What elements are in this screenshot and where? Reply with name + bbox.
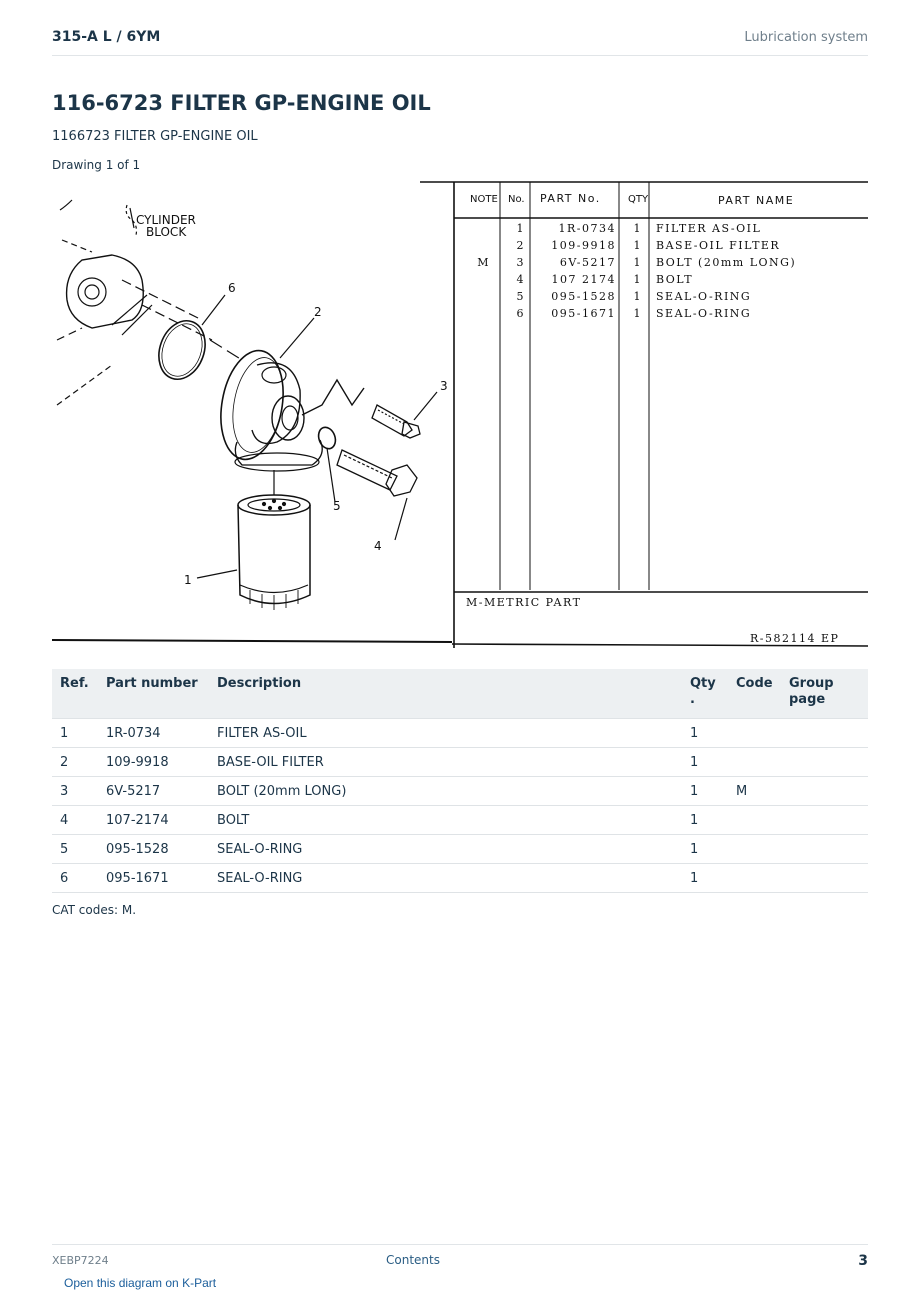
- cell-group-page: [781, 806, 868, 835]
- drawing-row-qty: 1: [633, 307, 642, 320]
- callout-1: 1: [184, 573, 192, 587]
- drawing-count: Drawing 1 of 1: [52, 158, 141, 172]
- drawing-row-name: SEAL-O-RING: [656, 307, 752, 320]
- drawing-row-qty: 1: [633, 239, 642, 252]
- cell-qty: 1: [682, 748, 728, 777]
- th-no: No.: [508, 194, 525, 205]
- cell-qty: 1: [682, 835, 728, 864]
- drawing-row-part: 107 2174: [551, 273, 616, 286]
- table-row: [52, 835, 868, 864]
- callout-5: 5: [333, 499, 341, 513]
- cell-qty: 1: [682, 806, 728, 835]
- drawing-row-part: 095-1671: [551, 307, 616, 320]
- col-qty-label: Qty .: [690, 676, 716, 707]
- cell-description: BOLT (20mm LONG): [209, 777, 682, 806]
- col-description: Description: [209, 669, 682, 719]
- cell-description: BOLT: [209, 806, 682, 835]
- cell-ref: 5: [52, 835, 98, 864]
- cat-codes: CAT codes: M.: [52, 903, 137, 917]
- parts-table-body: [52, 719, 868, 893]
- table-row: [52, 777, 868, 806]
- seal-5: [316, 425, 339, 451]
- th-part-name: PART NAME: [718, 194, 795, 207]
- parts-table: [52, 669, 868, 893]
- kpart-link[interactable]: Open this diagram on K-Part: [64, 1276, 217, 1290]
- drawing-row-no: 4: [516, 273, 525, 286]
- drawing-row-note: M: [477, 256, 490, 269]
- metric-note: M-METRIC PART: [466, 596, 582, 609]
- drawing-svg: [52, 180, 868, 648]
- drawing-row-part: 095-1528: [551, 290, 616, 303]
- cell-code: [728, 719, 781, 748]
- drawing-row-qty: 1: [633, 222, 642, 235]
- cell-part-number: 1R-0734: [98, 719, 209, 748]
- cell-group-page: [781, 719, 868, 748]
- cell-part-number: 095-1671: [98, 864, 209, 893]
- block-outline: [60, 200, 72, 210]
- cell-ref: 4: [52, 806, 98, 835]
- section-label: Lubrication system: [744, 30, 868, 45]
- cell-code: [728, 748, 781, 777]
- table-row: [52, 748, 868, 777]
- drawing-row-part: 109-9918: [551, 239, 616, 252]
- cell-code: [728, 864, 781, 893]
- table-row: [52, 719, 868, 748]
- cell-part-number: 6V-5217: [98, 777, 209, 806]
- page-title: 116-6723 FILTER GP-ENGINE OIL: [52, 91, 431, 115]
- cell-ref: 3: [52, 777, 98, 806]
- cell-ref: 1: [52, 719, 98, 748]
- cell-code: M: [728, 777, 781, 806]
- callout-6: 6: [228, 281, 236, 295]
- bolt-3: [372, 405, 412, 436]
- cell-description: SEAL-O-RING: [209, 864, 682, 893]
- table-row: [52, 806, 868, 835]
- cell-group-page: [781, 748, 868, 777]
- cell-code: [728, 806, 781, 835]
- drawing-row-part: 6V-5217: [559, 256, 616, 269]
- table-row: [52, 864, 868, 893]
- col-ref: Ref.: [52, 669, 98, 719]
- callout-4: 4: [374, 539, 382, 553]
- drawing-row-name: SEAL-O-RING: [656, 290, 752, 303]
- page-header: [52, 0, 868, 56]
- doc-id: XEBP7224: [52, 1254, 109, 1267]
- label-cylinder: CYLINDER: [136, 213, 196, 227]
- page-number: 3: [858, 1253, 868, 1269]
- cell-part-number: 107-2174: [98, 806, 209, 835]
- drawing-row-name: BASE-OIL FILTER: [656, 239, 781, 252]
- cell-description: FILTER AS-OIL: [209, 719, 682, 748]
- contents-link[interactable]: Contents: [386, 1253, 440, 1267]
- cell-group-page: [781, 835, 868, 864]
- o-ring-6: [151, 314, 213, 385]
- drawing-row-no: 5: [516, 290, 525, 303]
- drawing-row-no: 6: [516, 307, 525, 320]
- col-part-number: Part number: [98, 669, 209, 719]
- drawing-ref-code: R-582114 EP: [750, 632, 840, 645]
- cell-qty: 1: [682, 777, 728, 806]
- th-part-no: PART No.: [540, 192, 601, 205]
- callout-2: 2: [314, 305, 322, 319]
- drawing-rows: [477, 222, 796, 320]
- callout-3: 3: [440, 379, 448, 393]
- cell-qty: 1: [682, 719, 728, 748]
- page-subtitle: 1166723 FILTER GP-ENGINE OIL: [52, 129, 258, 144]
- drawing-row-no: 2: [516, 239, 525, 252]
- drawing-row-no: 1: [516, 222, 525, 235]
- col-code: Code: [728, 669, 781, 719]
- cell-description: SEAL-O-RING: [209, 835, 682, 864]
- drawing-row-part: 1R-0734: [558, 222, 616, 235]
- oil-filter: [238, 495, 310, 515]
- drawing-row-name: BOLT: [656, 273, 694, 286]
- col-group-page: Group page: [781, 669, 868, 719]
- parts-drawing: [52, 180, 868, 648]
- drawing-row-qty: 1: [633, 256, 642, 269]
- col-qty: [682, 669, 728, 719]
- drawing-row-qty: 1: [633, 290, 642, 303]
- cell-group-page: [781, 777, 868, 806]
- drawing-row-qty: 1: [633, 273, 642, 286]
- drawing-row-no: 3: [516, 256, 525, 269]
- cell-part-number: 109-9918: [98, 748, 209, 777]
- cell-ref: 2: [52, 748, 98, 777]
- parts-table-header: [52, 669, 868, 719]
- cell-code: [728, 835, 781, 864]
- cell-part-number: 095-1528: [98, 835, 209, 864]
- th-note: NOTE: [470, 194, 498, 205]
- drawing-row-name: FILTER AS-OIL: [656, 222, 762, 235]
- model-label: 315-A L / 6YM: [52, 29, 161, 45]
- cell-ref: 6: [52, 864, 98, 893]
- cell-group-page: [781, 864, 868, 893]
- cell-qty: 1: [682, 864, 728, 893]
- cell-description: BASE-OIL FILTER: [209, 748, 682, 777]
- label-block: BLOCK: [146, 225, 187, 239]
- th-qty: QTY: [628, 194, 649, 205]
- drawing-row-name: BOLT (20mm LONG): [656, 256, 797, 269]
